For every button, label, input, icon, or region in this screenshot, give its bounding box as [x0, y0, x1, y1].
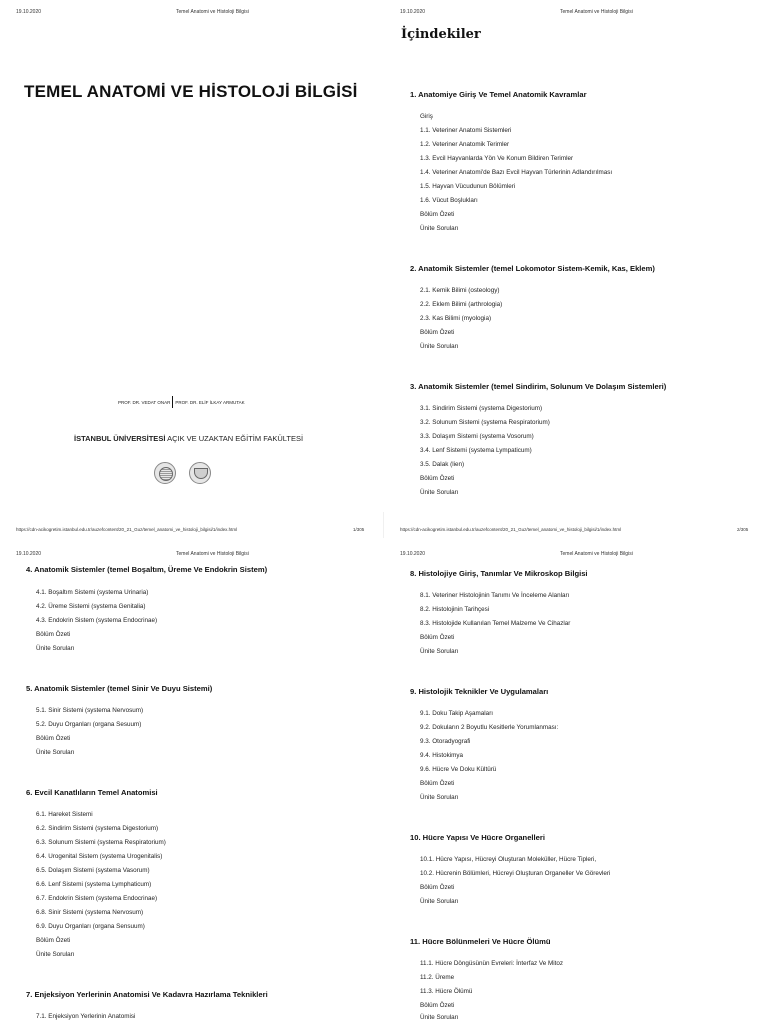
toc-item[interactable]: 6.3. Solunum Sistemi (systema Respiratorium): [36, 839, 166, 846]
toc-item[interactable]: Ünite Soruları: [420, 794, 459, 801]
toc-item[interactable]: Ünite Soruları: [420, 648, 459, 655]
faculty-logo-icon: [189, 462, 211, 484]
toc-item[interactable]: 11.2. Üreme: [420, 974, 455, 981]
faculty-name: AÇIK VE UZAKTAN EĞİTİM FAKÜLTESİ: [167, 434, 304, 443]
page-toc-3: [384, 538, 768, 1024]
toc-item[interactable]: Giriş: [420, 113, 433, 120]
toc-item[interactable]: 6.6. Lenf Sistemi (systema Lymphaticum): [36, 881, 152, 888]
toc-item[interactable]: 4.2. Üreme Sistemi (systema Genitalia): [36, 603, 146, 610]
toc-title: İçindekiler: [401, 27, 481, 42]
toc-item[interactable]: 11.1. Hücre Döngüsünün Evreleri: İnterfaz Ve Mitoz: [420, 960, 564, 967]
header-title: Temel Anatomi ve Histoloji Bilgisi: [560, 9, 633, 15]
toc-item[interactable]: Bölüm Özeti: [420, 884, 455, 891]
header-date: 19.10.2020: [16, 9, 42, 15]
toc-section-title[interactable]: 1. Anatomiye Giriş Ve Temel Anatomik Kavramlar: [410, 90, 587, 99]
header-title: Temel Anatomi ve Histoloji Bilgisi: [560, 551, 633, 557]
toc-item[interactable]: Bölüm Özeti: [420, 329, 455, 336]
toc-item[interactable]: Bölüm Özeti: [36, 631, 71, 638]
toc-item[interactable]: 9.1. Doku Takip Aşamaları: [420, 710, 494, 717]
header-date: 19.10.2020: [16, 551, 42, 557]
toc-item[interactable]: 3.1. Sindirim Sistemi (systema Digestorium): [420, 405, 543, 412]
toc-section-title[interactable]: 7. Enjeksiyon Yerlerinin Anatomisi Ve Kadavra Hazırlama Teknikleri: [26, 990, 268, 999]
toc-item[interactable]: 4.3. Endokrin Sistem (systema Endocrinae): [36, 617, 158, 624]
toc-item[interactable]: Bölüm Özeti: [420, 1002, 455, 1009]
page-cover: [0, 0, 384, 512]
header-date: 19.10.2020: [400, 9, 426, 15]
author-2: PROF. DR. ELİF İLKAY ARMUTAK: [175, 400, 245, 406]
authors: [118, 397, 245, 409]
toc-section-title[interactable]: 11. Hücre Bölünmeleri Ve Hücre Ölümü: [410, 937, 551, 946]
toc-item[interactable]: 3.2. Solunum Sistemi (systema Respiratorium): [420, 419, 550, 426]
toc-item[interactable]: 11.3. Hücre Ölümü: [420, 988, 473, 995]
toc-item[interactable]: 7.1. Enjeksiyon Yerlerinin Anatomisi: [36, 1013, 136, 1020]
toc-item[interactable]: 10.1. Hücre Yapısı, Hücreyi Oluşturan Moleküller, Hücre Tipleri,: [420, 856, 597, 863]
toc-item[interactable]: Bölüm Özeti: [36, 937, 71, 944]
toc-section-title[interactable]: 6. Evcil Kanatlıların Temel Anatomisi: [26, 788, 158, 797]
toc-item[interactable]: 10.2. Hücrenin Bölümleri, Hücreyi Oluşturan Organeller Ve Görevleri: [420, 870, 611, 877]
toc-item[interactable]: 8.1. Veteriner Histolojinin Tanımı Ve İnceleme Alanları: [420, 592, 570, 599]
toc-item[interactable]: Bölüm Özeti: [420, 634, 455, 641]
author-separator: [172, 396, 173, 408]
toc-item[interactable]: 8.3. Histolojide Kullanılan Temel Malzeme Ve Cihazlar: [420, 620, 571, 627]
toc-section-title[interactable]: 5. Anatomik Sistemler (temel Sinir Ve Duyu Sistemi): [26, 684, 213, 693]
toc-section-title[interactable]: 9. Histolojik Teknikler Ve Uygulamaları: [410, 687, 549, 696]
toc-item[interactable]: Ünite Soruları: [36, 749, 75, 756]
toc-item[interactable]: 2.2. Eklem Bilimi (arthrologia): [420, 301, 503, 308]
toc-item[interactable]: 9.6. Hücre Ve Doku Kültürü: [420, 766, 497, 773]
footer-url[interactable]: https://cdn-acikogretim.istanbul.edu.tr/auzefcontent/20_21_Guz/temel_anatomi_ve_histoloji_bilgisi/1/index.html: [16, 527, 238, 532]
toc-item[interactable]: 8.2. Histolojinin Tarihçesi: [420, 606, 490, 613]
footer-url[interactable]: https://cdn-acikogretim.istanbul.edu.tr/auzefcontent/20_21_Guz/temel_anatomi_ve_histoloji_bilgisi/1/index.html: [400, 527, 622, 532]
toc-item[interactable]: 6.2. Sindirim Sistemi (systema Digestorium): [36, 825, 159, 832]
toc-item[interactable]: 1.2. Veteriner Anatomik Terimler: [420, 141, 510, 148]
toc-item[interactable]: 9.3. Otoradyografi: [420, 738, 471, 745]
toc-section-title[interactable]: 3. Anatomik Sistemler (temel Sindirim, Solunum Ve Dolaşım Sistemleri): [410, 382, 667, 391]
toc-item[interactable]: 5.2. Duyu Organları (organa Sesuum): [36, 721, 142, 728]
university-name: İSTANBUL ÜNİVERSİTESİ: [74, 434, 166, 443]
toc-item[interactable]: 6.8. Sinir Sistemi (systema Nervosum): [36, 909, 144, 916]
author-1: PROF. DR. VEDAT ONAR: [118, 400, 171, 406]
toc-item[interactable]: Bölüm Özeti: [36, 735, 71, 742]
toc-section-title[interactable]: 8. Histolojiye Giriş, Tanımlar Ve Mikroskop Bilgisi: [410, 569, 588, 578]
toc-item[interactable]: Bölüm Özeti: [420, 211, 455, 218]
toc-item[interactable]: 9.4. Histokimya: [420, 752, 464, 759]
toc-item[interactable]: 1.3. Evcil Hayvanlarda Yön Ve Konum Bildiren Terimler: [420, 155, 574, 162]
toc-item[interactable]: 3.5. Dalak (lien): [420, 461, 465, 468]
toc-item[interactable]: 5.1. Sinir Sistemi (systema Nervosum): [36, 707, 144, 714]
toc-item[interactable]: 1.6. Vücut Boşlukları: [420, 197, 478, 204]
university-seal-icon: [154, 462, 176, 484]
toc-item[interactable]: Ünite Soruları: [420, 898, 459, 905]
toc-item[interactable]: 6.5. Dolaşım Sistemi (systema Vasorum): [36, 867, 150, 874]
toc-item[interactable]: Ünite Soruları: [420, 343, 459, 350]
toc-section-title[interactable]: 4. Anatomik Sistemler (temel Boşaltım, Üreme Ve Endokrin Sistem): [26, 565, 268, 574]
toc-item[interactable]: Ünite Soruları: [420, 1014, 459, 1021]
page-toc-1: [384, 0, 768, 512]
toc-item[interactable]: 9.2. Dokuların 2 Boyutlu Kesitlerle Yorumlanması:: [420, 724, 559, 731]
toc-item[interactable]: 1.4. Veteriner Anatomi'de Bazı Evcil Hayvan Türlerinin Adlandırılması: [420, 169, 613, 176]
toc-section-title[interactable]: 10. Hücre Yapısı Ve Hücre Organelleri: [410, 833, 545, 842]
page-toc-2: [0, 538, 384, 1024]
book-title: TEMEL ANATOMİ VE HİSTOLOJİ BİLGİSİ: [24, 82, 358, 101]
toc-item[interactable]: Ünite Soruları: [36, 645, 75, 652]
toc-item[interactable]: 3.4. Lenf Sistemi (systema Lympaticum): [420, 447, 532, 454]
toc-item[interactable]: 2.3. Kas Bilimi (myologia): [420, 315, 492, 322]
toc-item[interactable]: Bölüm Özeti: [420, 780, 455, 787]
header-date: 19.10.2020: [400, 551, 426, 557]
toc-item[interactable]: Ünite Soruları: [420, 225, 459, 232]
toc-item[interactable]: 1.5. Hayvan Vücudunun Bölümleri: [420, 183, 516, 190]
toc-item[interactable]: 3.3. Dolaşım Sistemi (systema Vosorum): [420, 433, 534, 440]
footer-page-number: 1/305: [353, 527, 365, 532]
toc-item[interactable]: 6.7. Endokrin Sistem (systema Endocrinae): [36, 895, 158, 902]
toc-item[interactable]: 4.1. Boşaltım Sistemi (systema Urinaria): [36, 589, 149, 596]
university-line: [74, 434, 303, 443]
toc-item[interactable]: 6.4. Urogenital Sistem (systema Urogenitalis): [36, 853, 163, 860]
footer-page-number: 2/305: [737, 527, 749, 532]
toc-item[interactable]: Bölüm Özeti: [420, 475, 455, 482]
toc-section-title[interactable]: 2. Anatomik Sistemler (temel Lokomotor Sistem-Kemik, Kas, Eklem): [410, 264, 655, 273]
toc-item[interactable]: Ünite Soruları: [36, 951, 75, 958]
toc-item[interactable]: Ünite Soruları: [420, 489, 459, 496]
toc-item[interactable]: 6.9. Duyu Organları (organa Sensuum): [36, 923, 145, 930]
toc-item[interactable]: 6.1. Hareket Sistemi: [36, 811, 93, 818]
toc-item[interactable]: 1.1. Veteriner Anatomi Sistemleri: [420, 127, 512, 134]
header-title: Temel Anatomi ve Histoloji Bilgisi: [176, 9, 249, 15]
header-title: Temel Anatomi ve Histoloji Bilgisi: [176, 551, 249, 557]
toc-item[interactable]: 2.1. Kemik Bilimi (osteology): [420, 287, 500, 294]
